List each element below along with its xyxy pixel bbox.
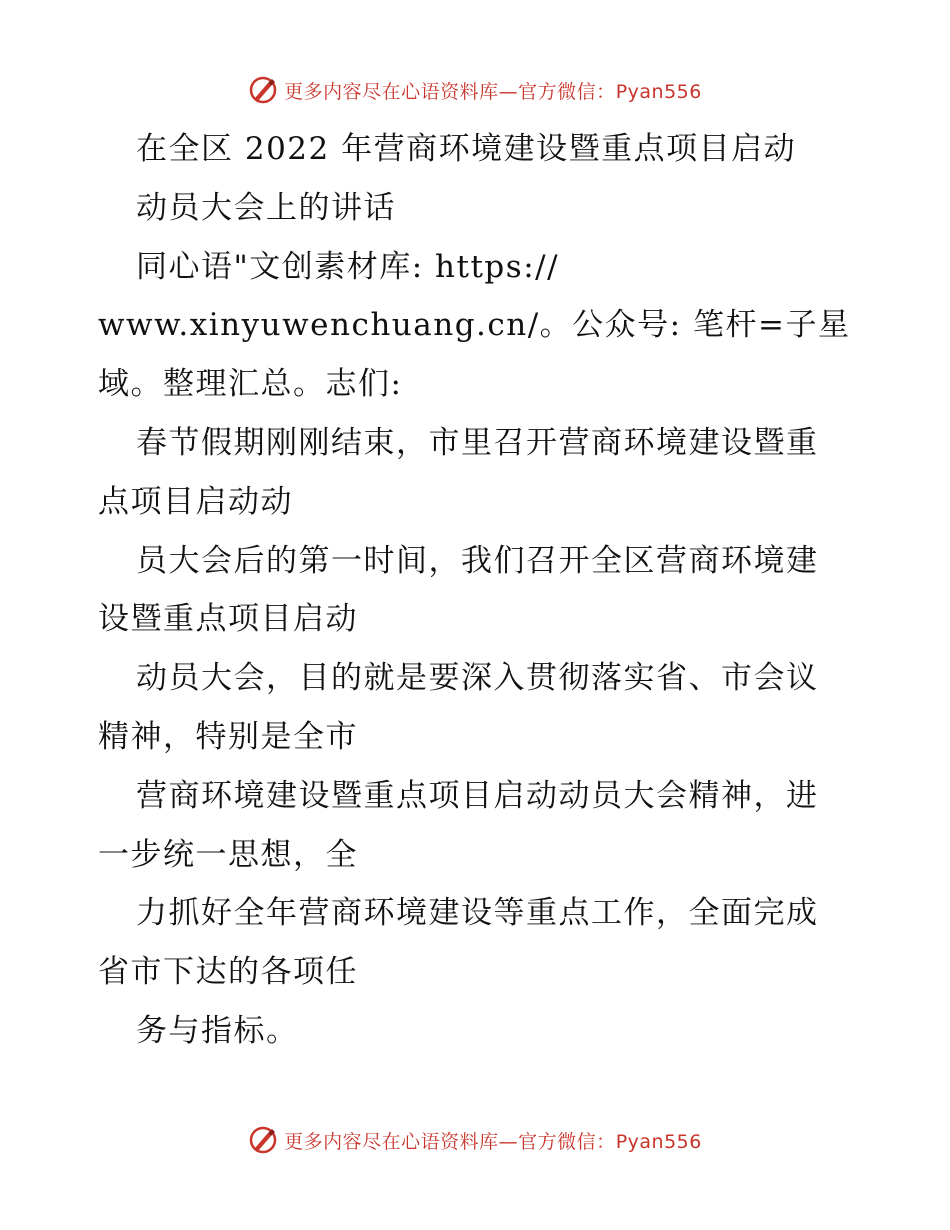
title-line-1: 在全区 2022 年营商环境建设暨重点项目启动 (136, 131, 797, 167)
paragraph-line: 春节假期刚刚结束，市里召开营商环境建设暨重 (136, 424, 819, 461)
banner-text: 更多内容尽在心语资料库—官方微信：Pyan556 (284, 1130, 702, 1153)
pen-logo-icon (248, 1125, 278, 1155)
banner-text: 更多内容尽在心语资料库—官方微信：Pyan556 (284, 80, 702, 103)
paragraph-line: 营商环境建设暨重点项目启动动员大会精神，进 (136, 777, 819, 814)
paragraph-line: 省市下达的各项任 (98, 954, 358, 991)
paragraph-line: 精神，特别是全市 (98, 718, 358, 755)
document-body (98, 120, 858, 1061)
paragraph-line: 点项目启动动 (98, 483, 293, 520)
paragraph-line: www.xinyuwenchuang.cn/。公众号: 笔杆=子星 (98, 307, 851, 344)
pen-logo-icon (248, 75, 278, 105)
header-banner (0, 70, 950, 110)
paragraph-line: 动员大会，目的就是要深入贯彻落实省、市会议 (136, 660, 819, 697)
paragraph-line: 一步统一思想，全 (98, 836, 358, 873)
footer-banner (0, 1120, 950, 1160)
paragraph-line: 务与指标。 (136, 1012, 299, 1049)
paragraph-line: 同心语"文创素材库: https:// (136, 248, 560, 285)
paragraph-line: 员大会后的第一时间，我们召开全区营商环境建 (136, 542, 819, 579)
paragraph-line: 域。整理汇总。志们: (98, 366, 403, 403)
paragraph-line: 力抓好全年营商环境建设等重点工作，全面完成 (136, 895, 819, 932)
paragraph-line: 设暨重点项目启动 (98, 601, 358, 638)
title-line-2: 动员大会上的讲话 (136, 189, 396, 226)
